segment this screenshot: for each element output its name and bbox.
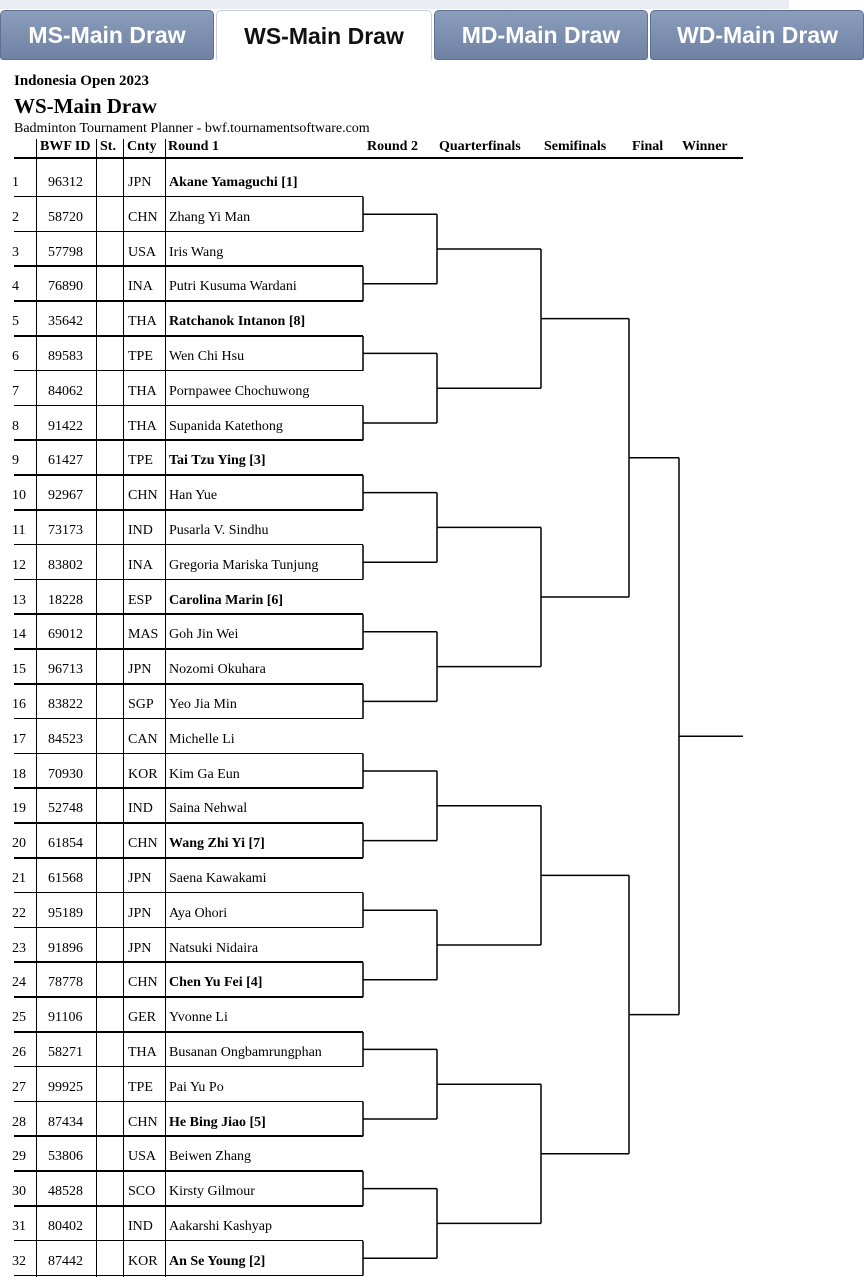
player-name[interactable]: Wen Chi Hsu (169, 349, 245, 364)
player-bwf-id: 76890 (48, 279, 83, 295)
player-bwf-id: 91106 (48, 1010, 83, 1026)
player-bwf-id: 78778 (48, 975, 83, 991)
player-bwf-id: 95189 (48, 905, 83, 921)
draw-position: 25 (12, 1010, 26, 1026)
player-name[interactable]: Kim Ga Eun (169, 766, 240, 782)
player-name[interactable]: Pornpawee Chochuwong (169, 383, 310, 399)
tab-label: MD-Main Draw (461, 21, 621, 48)
player-bwf-id: 80402 (48, 1219, 83, 1234)
player-bwf-id: 99925 (48, 1079, 83, 1095)
column-header-bwf-id: BWF ID (40, 139, 91, 154)
column-header-winner: Winner (682, 139, 728, 154)
draw-position: 7 (12, 383, 19, 399)
player-bwf-id: 83802 (48, 557, 83, 573)
player-country: JPN (128, 662, 152, 678)
player-name[interactable]: Beiwen Zhang (169, 1149, 252, 1165)
player-country: IND (128, 1219, 153, 1234)
player-bwf-id: 58720 (48, 209, 83, 225)
player-bwf-id: 52748 (48, 801, 83, 817)
draw-position: 9 (12, 453, 19, 469)
player-name[interactable]: Akane Yamaguchi [1] (169, 175, 298, 190)
player-name[interactable]: Nozomi Okuhara (169, 662, 266, 678)
player-name[interactable]: Goh Jin Wei (169, 627, 239, 643)
player-bwf-id: 91422 (48, 418, 83, 434)
event-title: Indonesia Open 2023 (14, 73, 150, 89)
player-country: IND (128, 801, 153, 817)
draw-position: 21 (12, 871, 26, 886)
player-name[interactable]: Natsuki Nidaira (169, 940, 259, 956)
player-country: GER (128, 1010, 156, 1026)
draw-position: 3 (12, 244, 19, 260)
draw-position: 32 (12, 1253, 26, 1269)
player-bwf-id: 61427 (48, 453, 83, 469)
draw-position: 10 (12, 488, 26, 504)
player-name[interactable]: Gregoria Mariska Tunjung (169, 557, 319, 573)
player-bwf-id: 57798 (48, 244, 83, 260)
draw-position: 15 (12, 662, 26, 678)
player-country: THA (128, 1045, 157, 1060)
player-name[interactable]: Pusarla V. Sindhu (169, 523, 269, 538)
player-name[interactable]: Ratchanok Intanon [8] (169, 314, 306, 330)
player-name[interactable]: An Se Young [2] (169, 1253, 266, 1269)
draw-position: 31 (12, 1219, 26, 1234)
draw-position: 12 (12, 557, 26, 573)
player-bwf-id: 84523 (48, 731, 83, 747)
player-bwf-id: 96713 (48, 662, 83, 678)
player-bwf-id: 83822 (48, 697, 83, 712)
player-bwf-id: 92967 (48, 488, 83, 504)
draw-position: 30 (12, 1184, 26, 1200)
player-name[interactable]: Saina Nehwal (169, 801, 248, 817)
player-bwf-id: 69012 (48, 627, 83, 643)
player-name[interactable]: Chen Yu Fei [4] (169, 975, 263, 991)
player-country: CHN (128, 1114, 158, 1130)
player-bwf-id: 70930 (48, 766, 83, 782)
player-country: CHN (128, 836, 158, 852)
player-bwf-id: 96312 (48, 175, 83, 190)
player-country: KOR (128, 766, 158, 782)
player-country: CHN (128, 488, 158, 504)
draw-position: 4 (12, 279, 19, 295)
player-bwf-id: 73173 (48, 523, 83, 538)
player-bwf-id: 61568 (48, 871, 83, 886)
player-bwf-id: 48528 (48, 1184, 83, 1200)
player-country: JPN (128, 940, 152, 956)
player-name[interactable]: Kirsty Gilmour (169, 1184, 255, 1200)
draw-position: 29 (12, 1149, 26, 1165)
player-name[interactable]: Yeo Jia Min (169, 697, 237, 712)
player-country: JPN (128, 905, 152, 921)
planner-credit: Badminton Tournament Planner - bwf.tournamentsoftware.com (14, 121, 370, 136)
column-header-round-1: Round 1 (168, 139, 219, 154)
player-country: KOR (128, 1253, 158, 1269)
draw-position: 6 (12, 349, 19, 364)
player-name[interactable]: Zhang Yi Man (169, 209, 251, 225)
player-country: JPN (128, 175, 152, 190)
draw-title: WS-Main Draw (14, 94, 157, 118)
player-name[interactable]: Aakarshi Kashyap (169, 1219, 273, 1234)
player-bwf-id: 35642 (48, 314, 83, 330)
player-country: THA (128, 314, 157, 330)
player-bwf-id: 89583 (48, 349, 83, 364)
player-bwf-id: 53806 (48, 1149, 83, 1165)
tab-label: WS-Main Draw (244, 22, 404, 49)
draw-position: 1 (12, 175, 19, 190)
player-name[interactable]: Busanan Ongbamrungphan (169, 1045, 322, 1060)
player-country: SGP (128, 697, 154, 712)
draw-position: 26 (12, 1045, 26, 1060)
player-name[interactable]: Yvonne Li (169, 1010, 228, 1026)
draw-position: 13 (12, 592, 26, 608)
draw-position: 17 (12, 731, 26, 747)
player-name[interactable]: Supanida Katethong (169, 418, 283, 434)
player-bwf-id: 61854 (48, 836, 83, 852)
player-country: MAS (128, 627, 159, 643)
player-bwf-id: 91896 (48, 940, 83, 956)
player-country: CAN (128, 731, 158, 747)
player-bwf-id: 84062 (48, 383, 83, 399)
player-name[interactable]: Putri Kusuma Wardani (169, 279, 297, 295)
player-bwf-id: 87442 (48, 1253, 83, 1269)
player-name[interactable]: Saena Kawakami (169, 871, 267, 886)
player-country: TPE (128, 453, 153, 469)
draw-position: 23 (12, 940, 26, 956)
tab-label: WD-Main Draw (677, 21, 838, 48)
player-bwf-id: 58271 (48, 1045, 83, 1060)
draw-position: 22 (12, 905, 26, 921)
player-country: TPE (128, 349, 153, 364)
draw-position: 8 (12, 418, 19, 434)
draw-position: 11 (12, 523, 26, 538)
player-country: TPE (128, 1079, 153, 1095)
player-name[interactable]: Wang Zhi Yi [7] (169, 836, 265, 852)
column-header-semifinals: Semifinals (544, 139, 607, 154)
tab-label: MS-Main Draw (28, 21, 186, 48)
player-bwf-id: 87434 (48, 1114, 83, 1130)
player-country: IND (128, 523, 153, 538)
player-name[interactable]: Tai Tzu Ying [3] (169, 453, 266, 469)
player-name[interactable]: Carolina Marin [6] (169, 592, 284, 608)
column-header-quarterfinals: Quarterfinals (439, 139, 521, 154)
column-header-status: St. (100, 139, 116, 154)
player-name[interactable]: Pai Yu Po (169, 1079, 224, 1095)
player-name[interactable]: He Bing Jiao [5] (169, 1114, 266, 1130)
draw-position: 18 (12, 766, 26, 782)
draw-position: 28 (12, 1114, 26, 1130)
player-name[interactable]: Michelle Li (169, 731, 235, 747)
player-country: SCO (128, 1184, 156, 1200)
player-name[interactable]: Aya Ohori (169, 905, 228, 921)
draw-position: 19 (12, 801, 26, 817)
column-header-round-2: Round 2 (367, 139, 418, 154)
player-country: ESP (128, 592, 153, 608)
player-country: CHN (128, 209, 158, 225)
player-country: THA (128, 383, 157, 399)
draw-position: 24 (12, 975, 26, 991)
player-country: INA (128, 279, 153, 295)
draw-position: 14 (12, 627, 26, 643)
player-country: USA (128, 244, 157, 260)
draw-position: 2 (12, 209, 19, 225)
player-country: CHN (128, 975, 158, 991)
player-name[interactable]: Han Yue (169, 488, 218, 504)
player-country: INA (128, 557, 153, 573)
player-name[interactable]: Iris Wang (169, 244, 224, 260)
draw-position: 20 (12, 836, 26, 852)
draw-position: 27 (12, 1079, 26, 1095)
player-country: USA (128, 1149, 157, 1165)
player-country: JPN (128, 871, 152, 886)
player-bwf-id: 18228 (48, 592, 83, 608)
player-country: THA (128, 418, 157, 434)
column-header-final: Final (632, 139, 664, 154)
draw-position: 5 (12, 314, 19, 330)
column-header-country: Cnty (127, 139, 157, 154)
draw-position: 16 (12, 697, 26, 712)
